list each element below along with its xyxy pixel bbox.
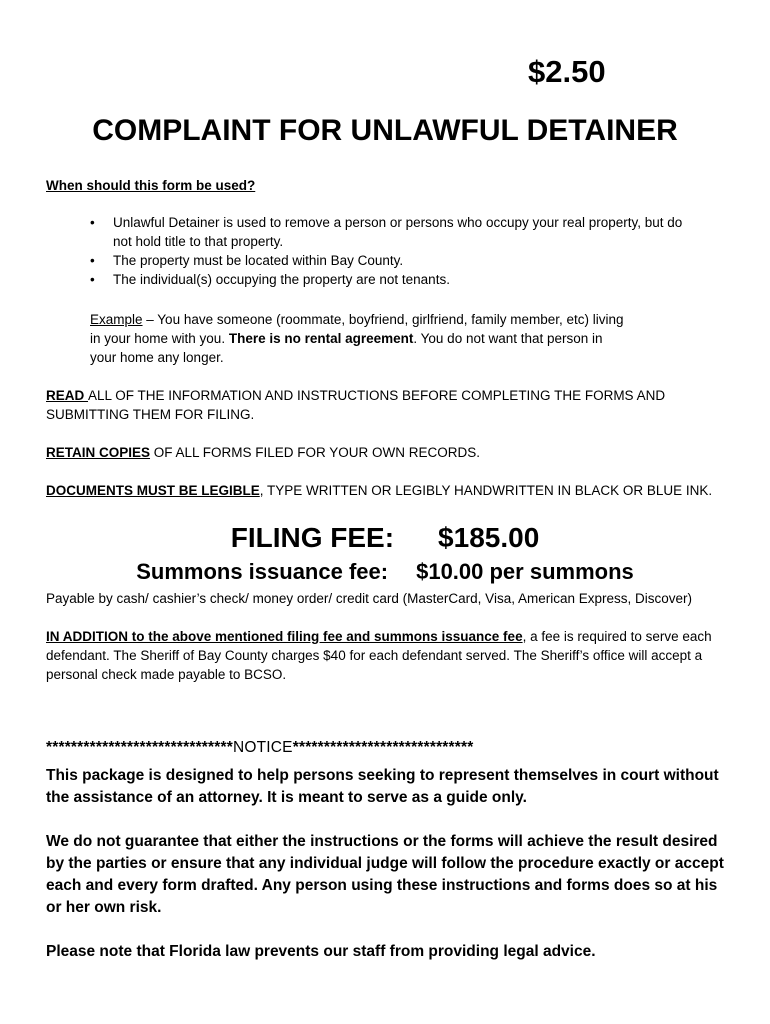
filing-fee-amount: $185.00 — [438, 522, 540, 553]
usage-bullet-list — [90, 213, 682, 289]
filing-fee-label: FILING FEE: — [230, 522, 395, 553]
retain-instruction: RETAIN COPIES OF ALL FORMS FILED FOR YOUR OWN RECORDS. — [46, 445, 481, 460]
list-item: • Unlawful Detainer is used to remove a person or persons who occupy your real property, but do not hold title to that property. — [90, 213, 682, 251]
summons-fee-amount: $10.00 per summons — [416, 559, 634, 584]
service-fee-paragraph: IN ADDITION to the above mentioned filing fee and summons issuance fee, a fee is required to serve each defendant. The Sheriff of Bay County charges $40 for each defendant served. The Sheriff’s office will accept a personal check made payable to BCSO. — [46, 629, 712, 682]
notice-banner: ******************************NOTICE***************************** — [46, 739, 474, 756]
notice-word: NOTICE — [232, 739, 293, 756]
list-item: • The property must be located within Bay County. — [90, 251, 682, 270]
legal-advice-note: Please note that Florida law prevents our staff from providing legal advice. — [46, 943, 596, 960]
payment-methods: Payable by cash/ cashier’s check/ money order/ credit card (MasterCard, Visa, American Express, Discover) — [46, 591, 693, 606]
summons-fee-label: Summons issuance fee: — [136, 559, 389, 584]
when-heading: When should this form be used? — [46, 178, 256, 193]
filing-fee — [0, 522, 770, 554]
no-rental-agreement: There is no rental agreement — [228, 331, 414, 346]
legible-instruction: DOCUMENTS MUST BE LEGIBLE, TYPE WRITTEN OR LEGIBLY HANDWRITTEN IN BLACK OR BLUE INK. — [46, 483, 713, 498]
list-item: • The individual(s) occupying the property are not tenants. — [90, 270, 682, 289]
notice-paragraph-disclaimer: We do not guarantee that either the instructions or the forms will achieve the result desired by the parties or ensure that any individual judge will follow the procedure exactly or accept each and every form drafted. Any person using these instructions and forms does so at his or her own risk. — [46, 833, 724, 916]
page-title: COMPLAINT FOR UNLAWFUL DETAINER — [92, 114, 678, 147]
summons-fee — [0, 559, 770, 585]
example-label: Example — [90, 312, 143, 327]
read-instruction: READ ALL OF THE INFORMATION AND INSTRUCTIONS BEFORE COMPLETING THE FORMS AND SUBMITTING THEM FOR FILING. — [46, 388, 666, 422]
notice-paragraph-guide: This package is designed to help persons seeking to represent themselves in court without the assistance of an attorney. It is meant to serve as a guide only. — [46, 767, 719, 806]
form-price: $2.50 — [528, 54, 606, 89]
example-paragraph: Example – You have someone (roommate, boyfriend, girlfriend, family member, etc) living in your home with you. There is no rental agreement. You do not want that person in your home any longer. — [90, 312, 624, 365]
